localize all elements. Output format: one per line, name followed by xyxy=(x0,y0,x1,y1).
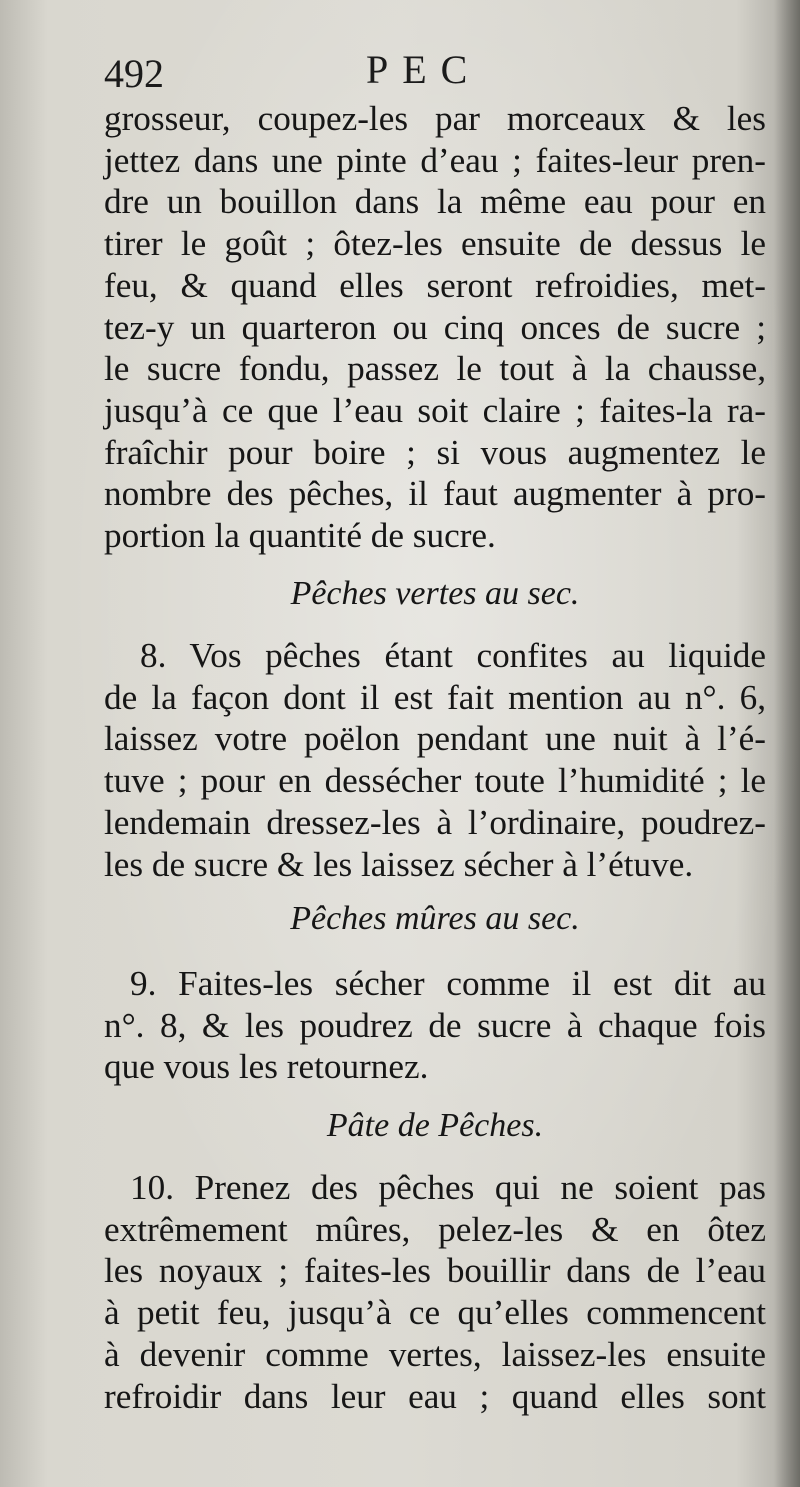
text-line: laissez votre poëlon pendant une nuit à l’é- xyxy=(104,719,766,759)
running-head: PEC xyxy=(366,47,482,92)
text-line: extrêmement mûres, pelez-les & en ôtez xyxy=(104,1209,766,1249)
text-line: à devenir comme vertes, laissez-les ensuite xyxy=(104,1334,766,1374)
paragraph-8 xyxy=(104,635,766,885)
text-line: feu, & quand elles seront refroidies, met- xyxy=(104,265,766,305)
text-line: tez-y un quarteron ou cinq onces de sucre ; xyxy=(104,307,766,347)
page-header xyxy=(104,44,764,100)
text-line: le sucre fondu, passez le tout à la chausse, xyxy=(104,349,766,389)
text-line: de la façon dont il est fait mention au n°. 6, xyxy=(104,677,766,717)
text-line: 8. Vos pêches étant confites au liquide xyxy=(140,636,766,675)
text-line: jusqu’à ce que l’eau soit claire ; faites-la ra- xyxy=(104,390,766,430)
text-line: n°. 8, & les poudrez de sucre à chaque fois xyxy=(104,1005,766,1045)
text-line: portion la quantité de sucre. xyxy=(104,516,496,556)
text-line: jettez dans une pinte d’eau ; faites-leur pren- xyxy=(104,140,766,180)
text-line: lendemain dressez-les à l’ordinaire, poudrez- xyxy=(104,802,766,842)
text-line: fraîchir pour boire ; si vous augmentez le xyxy=(104,432,766,472)
text-line: tuve ; pour en dessécher toute l’humidité ; le xyxy=(104,761,766,801)
section-heading-pate-de-peches: Pâte de Pêches. xyxy=(326,1107,544,1144)
paragraph-10 xyxy=(104,1167,766,1417)
text-line: les noyaux ; faites-les bouillir dans de l’eau xyxy=(104,1251,766,1291)
section-heading-peches-vertes: Pêches vertes au sec. xyxy=(290,575,580,612)
text-line: les de sucre & les laissez sécher à l’étuve. xyxy=(104,844,694,884)
text-line: 10. Prenez des pêches qui ne soient pas xyxy=(130,1168,766,1207)
text-line: 9. Faites-les sécher comme il est dit au xyxy=(130,964,766,1003)
text-line: dre un bouillon dans la même eau pour en xyxy=(104,182,766,222)
text-line: que vous les retournez. xyxy=(104,1047,429,1087)
text-line: refroidir dans leur eau ; quand elles sont xyxy=(104,1376,766,1416)
section-heading-peches-mures: Pêches mûres au sec. xyxy=(290,900,580,937)
paragraph-continuation xyxy=(104,98,766,557)
text-line: à petit feu, jusqu’à ce qu’elles commencent xyxy=(104,1293,766,1333)
page-number: 492 xyxy=(104,51,164,96)
paragraph-9 xyxy=(104,963,766,1088)
text-line: tirer le goût ; ôtez-les ensuite de dessus le xyxy=(104,224,766,264)
text-line: nombre des pêches, il faut augmenter à pro- xyxy=(104,474,766,514)
page-edge-shadow xyxy=(774,0,800,1487)
text-line: grosseur, coupez-les par morceaux & les xyxy=(104,99,766,138)
